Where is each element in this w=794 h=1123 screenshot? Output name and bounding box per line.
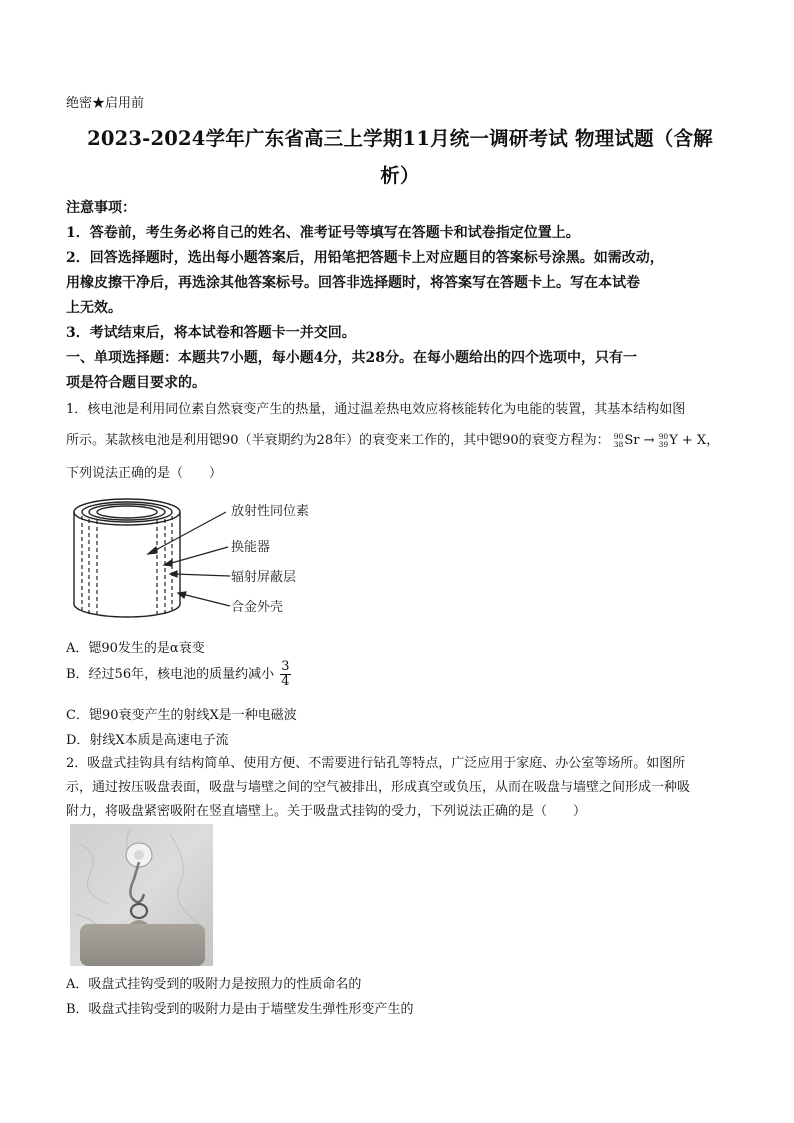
exam-title <box>66 120 734 194</box>
q1-line-2 <box>66 429 736 453</box>
q1-line-1: 1．核电池是利用同位素自然衰变产生的热量，通过温差热电效应将核能转化为电能的装置，其基本结构如图 <box>66 402 686 417</box>
q1-option-b <box>66 660 291 689</box>
notice-item-3: 3．考试结束后，将本试卷和答题卡一并交回。 <box>66 325 356 341</box>
notice-item-1: 1．答卷前，考生务必将自己的姓名、准考证号等填写在答题卡和试卷指定位置上。 <box>66 225 580 241</box>
secret-marker: 绝密★启用前 <box>66 96 145 111</box>
y-nuclide-numbers: 90 39 <box>658 431 669 449</box>
q1-option-c: C．锶90衰变产生的射线X是一种电磁波 <box>66 708 297 723</box>
q2-line-1: 2．吸盘式挂钩具有结构简单、使用方便、不需要进行钻孔等特点，广泛应用于家庭、办公室等场所。如图所 <box>66 756 686 771</box>
title-line-1: 2023-2024学年广东省高三上学期11月统一调研考试 物理试题（含解 <box>87 127 713 150</box>
q1-option-a: A．锶90发生的是α衰变 <box>66 641 205 656</box>
label-isotope: 放射性同位素 <box>231 504 310 519</box>
label-shell: 合金外壳 <box>231 600 284 615</box>
label-converter: 换能器 <box>231 540 271 555</box>
nuclear-battery-figure <box>68 492 330 627</box>
q2-option-b: B．吸盘式挂钩受到的吸附力是由于墙壁发生弹性形变产生的 <box>66 1002 414 1017</box>
q1-line-3: 下列说法正确的是（ ） <box>66 466 223 481</box>
sr-nuclide-numbers: 90 38 <box>613 431 624 449</box>
label-shield: 辐射屏蔽层 <box>231 570 297 585</box>
sr-symbol: Sr <box>624 433 640 448</box>
notice-item-2b: 用橡皮擦干净后，再选涂其他答案标号。回答非选择题时，将答案写在答题卡上。写在本试卷 <box>66 275 640 291</box>
q2-option-a: A．吸盘式挂钩受到的吸附力是按照力的性质命名的 <box>66 977 362 992</box>
section-heading-1: 一、单项选择题：本题共7小题，每小题4分，共28分。在每小题给出的四个选项中，只有一 <box>66 350 637 366</box>
notice-heading: 注意事项： <box>66 200 136 216</box>
q1-line-2-text: 所示。某款核电池是利用锶90（半衰期约为28年）的衰变来工作的，其中锶90的衰变方程为： <box>66 433 610 448</box>
notice-item-2c: 上无效。 <box>66 300 122 316</box>
title-line-2: 析） <box>380 164 420 187</box>
q2-line-3: 附力，将吸盘紧密吸附在竖直墙壁上。关于吸盘式挂钩的受力，下列说法正确的是（ ） <box>66 804 587 819</box>
suction-hook-photo <box>70 824 213 966</box>
q1-option-d: D．射线X本质是高速电子流 <box>66 733 229 748</box>
eq-tail: ， <box>706 433 720 448</box>
section-heading-2: 项是符合题目要求的。 <box>66 375 206 391</box>
q2-line-2: 示，通过按压吸盘表面，吸盘与墙壁之间的空气被排出，形成真空或负压，从而在吸盘与墙壁之间形成一种吸 <box>66 780 691 795</box>
reaction-arrow: → <box>643 433 655 448</box>
y-symbol: Y + X <box>669 433 707 448</box>
notice-item-2: 2．回答选择题时，选出每小题答案后，用铅笔把答题卡上对应题目的答案标号涂黑。如需改动， <box>66 250 664 266</box>
fraction-three-quarters: $\frac{3}{4}$ <box>281 659 290 689</box>
q1-option-b-text: B．经过56年，核电池的质量约减小 <box>66 667 275 682</box>
